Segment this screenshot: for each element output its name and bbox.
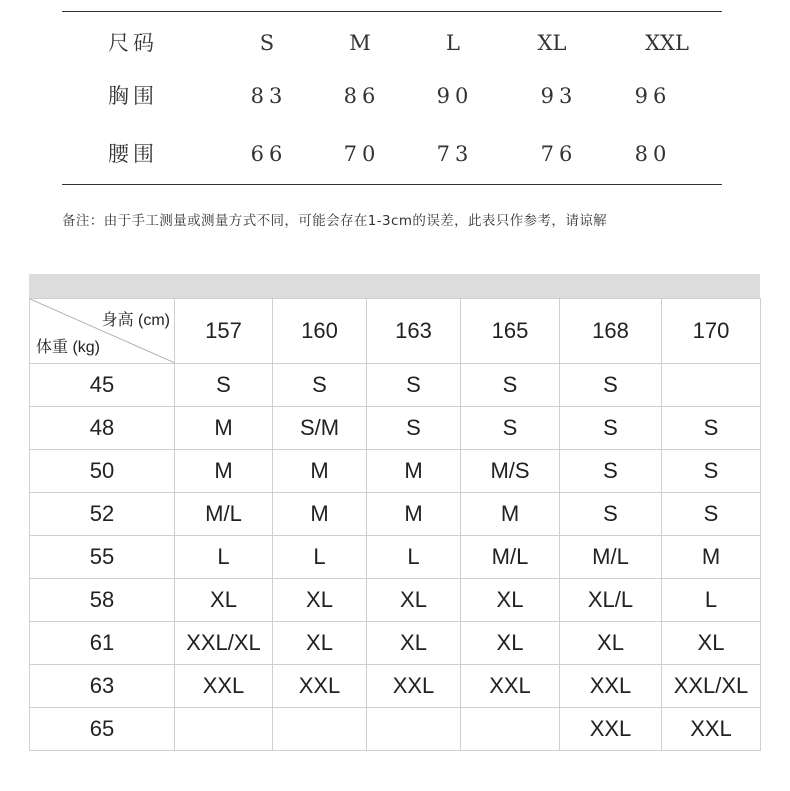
size-header-xl: XL [537,31,567,55]
size-cell: S [560,450,662,493]
size-cell: XL [461,622,560,665]
measurement-header-row [62,23,722,63]
size-cell: XL [461,579,560,622]
size-cell: S [662,450,761,493]
waist-label: 腰围 [108,142,158,166]
table-row [30,407,761,450]
weight-cell: 65 [30,708,175,751]
size-cell: L [175,536,273,579]
bust-row [62,76,722,116]
size-cell: XL [175,579,273,622]
waist-row [62,134,722,174]
size-cell: M [273,450,367,493]
size-recommendation-grid [29,298,761,751]
weight-cell: 52 [30,493,175,536]
size-cell: M/L [175,493,273,536]
height-header-cell: 165 [461,299,560,364]
table-row [30,450,761,493]
size-cell [461,708,560,751]
weight-axis-label: 体重 (kg) [36,339,101,356]
top-table-rule-bottom [62,184,722,185]
size-header-l: L [446,31,460,55]
size-cell: XL [662,622,761,665]
size-cell: S [367,364,461,407]
height-header-cell: 157 [175,299,273,364]
table-row [30,364,761,407]
waist-value-s: 66 [250,142,288,166]
size-cell: XL [273,579,367,622]
size-cell: S/M [273,407,367,450]
size-cell: XL/L [560,579,662,622]
size-cell: M [273,493,367,536]
size-cell: XXL [662,708,761,751]
weight-cell: 63 [30,665,175,708]
size-cell: L [662,579,761,622]
size-cell: S [367,407,461,450]
size-cell: XL [560,622,662,665]
table-row [30,493,761,536]
size-cell: S [461,364,560,407]
height-header-cell: 160 [273,299,367,364]
size-cell: L [367,536,461,579]
size-cell: XXL [560,665,662,708]
size-cell: M [367,493,461,536]
size-header-s: S [259,31,275,55]
bust-value-l: 90 [436,84,474,108]
corner-header-cell [30,299,175,364]
size-cell [662,364,761,407]
size-cell: M/L [560,536,662,579]
top-table-rule-top [62,11,722,12]
size-cell [273,708,367,751]
size-cell: XXL [273,665,367,708]
size-cell: XXL/XL [175,622,273,665]
bust-value-s: 83 [250,84,288,108]
height-axis-label: 身高 (cm) [101,312,170,329]
table-row [30,622,761,665]
measurement-note: 备注：由于手工测量或测量方式不同，可能会存在1-3cm的误差，此表只作参考，请谅解 [62,213,608,229]
weight-cell: 45 [30,364,175,407]
size-header-xxl: XXL [645,31,689,55]
waist-value-m: 70 [343,142,381,166]
size-cell: M [461,493,560,536]
height-header-cell: 170 [662,299,761,364]
size-cell: M [662,536,761,579]
bust-label: 胸围 [108,84,158,108]
table-row [30,579,761,622]
size-cell: S [461,407,560,450]
size-cell: M [367,450,461,493]
grid-header-band [29,274,760,298]
size-cell: XL [367,622,461,665]
size-cell: S [273,364,367,407]
size-cell [367,708,461,751]
weight-cell: 61 [30,622,175,665]
weight-cell: 50 [30,450,175,493]
size-cell: M/L [461,536,560,579]
height-header-cell: 168 [560,299,662,364]
size-header-m: M [349,31,371,55]
size-cell: XXL/XL [662,665,761,708]
size-cell: M [175,407,273,450]
bust-value-m: 86 [343,84,381,108]
bust-value-xxl: 96 [634,84,672,108]
size-cell: XXL [560,708,662,751]
size-cell: M [175,450,273,493]
size-cell: S [560,407,662,450]
size-cell: S [175,364,273,407]
weight-cell: 58 [30,579,175,622]
waist-value-xxl: 80 [634,142,672,166]
size-cell: XXL [367,665,461,708]
waist-value-l: 73 [436,142,474,166]
size-cell: XL [367,579,461,622]
size-cell [175,708,273,751]
size-cell: S [662,407,761,450]
size-cell: XL [273,622,367,665]
waist-value-xl: 76 [540,142,578,166]
height-header-cell: 163 [367,299,461,364]
size-cell: XXL [461,665,560,708]
size-cell: S [662,493,761,536]
table-row [30,536,761,579]
table-row [30,665,761,708]
bust-value-xl: 93 [540,84,578,108]
weight-cell: 55 [30,536,175,579]
weight-cell: 48 [30,407,175,450]
size-cell: S [560,364,662,407]
table-row [30,708,761,751]
size-cell: XXL [175,665,273,708]
size-cell: M/S [461,450,560,493]
height-header-row [30,299,761,364]
size-cell: S [560,493,662,536]
size-cell: L [273,536,367,579]
size-header-label: 尺码 [108,31,158,55]
